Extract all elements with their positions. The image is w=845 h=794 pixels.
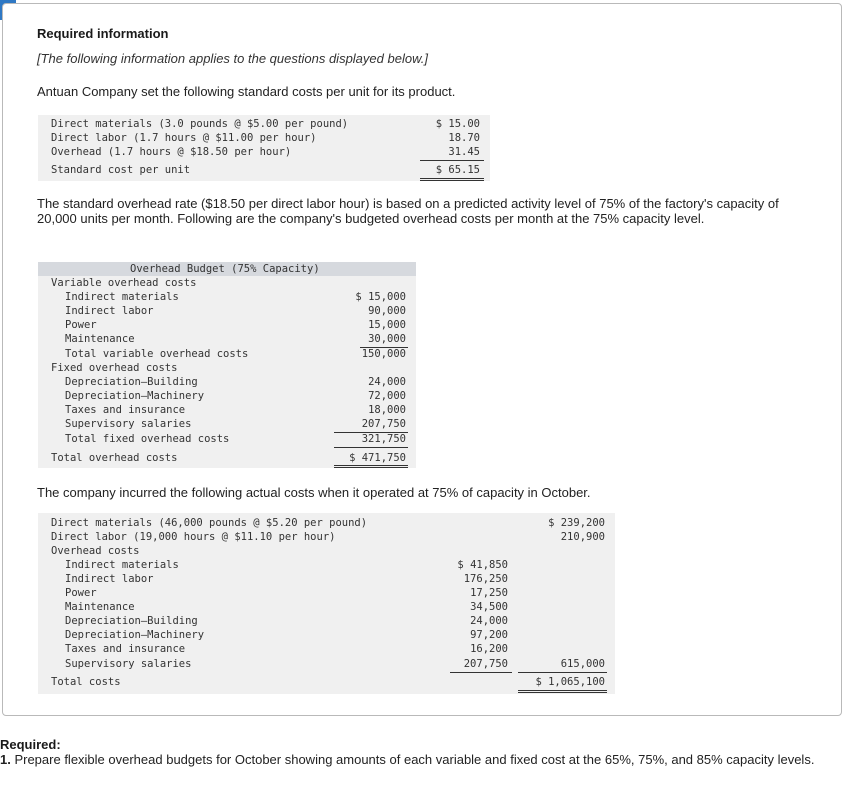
standard-costs-intro: Antuan Company set the following standard costs per unit for its product. xyxy=(37,84,456,99)
actual-item-amount: $ 41,850 xyxy=(457,559,508,571)
underline xyxy=(334,447,408,448)
actual-total-label: Total costs xyxy=(51,676,121,688)
fixed-overhead-header: Fixed overhead costs xyxy=(51,362,178,374)
actual-item-amount: 34,500 xyxy=(470,601,508,613)
std-total-label: Standard cost per unit xyxy=(51,164,191,176)
budget-item-label: Depreciation—Building xyxy=(65,376,198,388)
budget-item-amount: 24,000 xyxy=(368,376,406,388)
actual-direct-materials-label: Direct materials (46,000 pounds @ $5.20 per pound) xyxy=(51,517,368,529)
required-title: Required: xyxy=(0,737,61,752)
actual-item-amount: 97,200 xyxy=(470,629,508,641)
actual-direct-labor-amount: 210,900 xyxy=(560,531,605,543)
actual-item-amount: 16,200 xyxy=(470,643,508,655)
budget-item-label: Supervisory salaries xyxy=(65,418,192,430)
overhead-budget-title: Overhead Budget (75% Capacity) xyxy=(130,263,320,275)
budget-item-amount: 30,000 xyxy=(368,333,406,345)
actual-item-label: Depreciation—Building xyxy=(65,615,198,627)
budget-item-amount: 72,000 xyxy=(368,390,406,402)
actual-direct-materials-amount: $ 239,200 xyxy=(548,517,605,529)
actual-item-amount: 207,750 xyxy=(463,658,508,670)
actual-item-label: Maintenance xyxy=(65,601,135,613)
applies-note: [The following information applies to the questions displayed below.] xyxy=(37,51,428,66)
question-text: Prepare flexible overhead budgets for October showing amounts of each variable and fixed cost at the 65%, 75%, and 85% capacity levels. xyxy=(10,752,815,767)
variable-total-amount: 150,000 xyxy=(361,348,406,360)
variable-overhead-header: Variable overhead costs xyxy=(51,277,197,289)
fixed-total-label: Total fixed overhead costs xyxy=(65,433,230,445)
total-overhead-amount: $ 471,750 xyxy=(349,452,406,464)
actual-item-label: Supervisory salaries xyxy=(65,658,192,670)
question-number: 1. xyxy=(0,752,11,767)
variable-total-label: Total variable overhead costs xyxy=(65,348,249,360)
required-question xyxy=(0,752,842,767)
std-row-label: Overhead (1.7 hours @ $18.50 per hour) xyxy=(51,146,292,158)
required-information-title: Required information xyxy=(37,26,169,41)
actual-item-amount: 176,250 xyxy=(463,573,508,585)
underline xyxy=(518,672,607,673)
double-underline xyxy=(334,465,408,466)
fixed-total-amount: 321,750 xyxy=(361,433,406,445)
actual-item-amount: 24,000 xyxy=(470,615,508,627)
double-underline xyxy=(518,690,607,691)
overhead-budget-table xyxy=(38,262,416,468)
actual-item-label: Depreciation—Machinery xyxy=(65,629,205,641)
overhead-rate-paragraph: The standard overhead rate ($18.50 per direct labor hour) is based on a predicted activity level of 75% of the factory's capacity of 20,000 units per month. Following are the company's budgeted overhead costs per month at the 75% capacity level. xyxy=(37,196,779,226)
budget-item-label: Taxes and insurance xyxy=(65,404,186,416)
budget-item-amount: 207,750 xyxy=(361,418,406,430)
actual-item-label: Indirect labor xyxy=(65,573,154,585)
budget-item-label: Power xyxy=(65,319,97,331)
std-total-amount: $ 65.15 xyxy=(435,164,480,176)
std-row-label: Direct materials (3.0 pounds @ $5.00 per pound) xyxy=(51,118,349,130)
std-row-amount: 18.70 xyxy=(448,132,480,144)
actual-overhead-header: Overhead costs xyxy=(51,545,140,557)
budget-item-label: Indirect labor xyxy=(65,305,154,317)
budget-item-amount: 15,000 xyxy=(368,319,406,331)
underline xyxy=(450,672,512,673)
actual-direct-labor-label: Direct labor (19,000 hours @ $11.10 per hour) xyxy=(51,531,336,543)
actual-item-label: Indirect materials xyxy=(65,559,179,571)
budget-item-amount: 18,000 xyxy=(368,404,406,416)
double-underline xyxy=(518,692,607,693)
actual-item-amount: 17,250 xyxy=(470,587,508,599)
double-underline xyxy=(334,467,408,468)
budget-item-label: Depreciation—Machinery xyxy=(65,390,205,402)
double-underline xyxy=(420,178,484,179)
double-underline xyxy=(420,180,484,181)
standard-costs-table xyxy=(38,115,490,181)
actual-overhead-total: 615,000 xyxy=(560,658,605,670)
budget-item-amount: $ 15,000 xyxy=(355,291,406,303)
total-overhead-label: Total overhead costs xyxy=(51,452,178,464)
budget-item-label: Maintenance xyxy=(65,333,135,345)
actual-item-label: Taxes and insurance xyxy=(65,643,186,655)
actual-item-label: Power xyxy=(65,587,97,599)
budget-item-label: Indirect materials xyxy=(65,291,179,303)
underline xyxy=(420,160,484,161)
std-row-label: Direct labor (1.7 hours @ $11.00 per hour) xyxy=(51,132,317,144)
actual-total-amount: $ 1,065,100 xyxy=(535,676,605,688)
budget-item-amount: 90,000 xyxy=(368,305,406,317)
std-row-amount: $ 15.00 xyxy=(435,118,480,130)
std-row-amount: 31.45 xyxy=(448,146,480,158)
actual-costs-table xyxy=(38,513,615,694)
actual-costs-intro: The company incurred the following actual costs when it operated at 75% of capacity in October. xyxy=(37,485,591,500)
